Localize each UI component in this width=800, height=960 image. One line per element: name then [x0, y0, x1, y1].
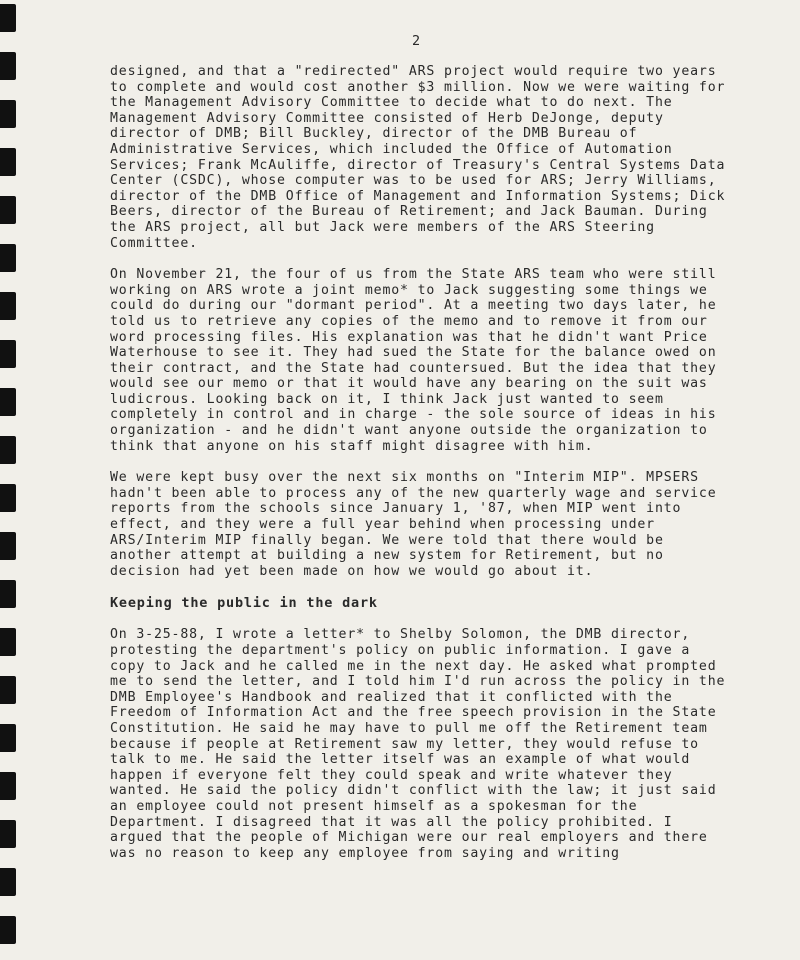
paragraph: designed, and that a "redirected" ARS project would require two years to complete and would cost another $3 million. Now we were waiting for the Management Advisory Committee to decide what to do next. The Management Advisory Committee consisted of Herb DeJonge, deputy director of DMB; Bill Buckley, director of the DMB Bureau of Administrative Services, which included the Office of Automation Services; Frank McAuliffe, director of Treasury's Central Systems Data Center (CSDC), whose computer was to be used for ARS; Jerry Williams, director of the DMB Office of Management and Information Systems; Dick Beers, director of the Bureau of Retirement; and Jack Bauman. During the ARS project, all but Jack were members of the ARS Steering Committee.: [110, 64, 726, 251]
binding-hole: [0, 820, 16, 848]
binding-hole: [0, 196, 16, 224]
binding-hole: [0, 340, 16, 368]
binding-hole: [0, 724, 16, 752]
binding-holes: [0, 0, 22, 960]
binding-hole: [0, 388, 16, 416]
binding-hole: [0, 436, 16, 464]
section-heading: Keeping the public in the dark: [110, 595, 378, 612]
paragraph: On 3-25-88, I wrote a letter* to Shelby Solomon, the DMB director, protesting the department's policy on public information. I gave a copy to Jack and he called me in the next day. He asked what prompted me to send the letter, and I told him I'd run across the policy in the DMB Employee's Handbook and realized that it conflicted with the Freedom of Information Act and the free speech provision in the State Constitution. He said he may have to pull me off the Retirement team because if people at Retirement saw my letter, they would refuse to talk to me. He said the letter itself was an example of what would happen if everyone felt they could speak and write whatever they wanted. He said the policy didn't conflict with the law; it just said an employee could not present himself as a spokesman for the Department. I disagreed that it was all the policy prohibited. I argued that the people of Michigan were our real employers and there was no reason to keep any employee from saying and writing: [110, 627, 726, 861]
document-body: [110, 64, 730, 877]
binding-hole: [0, 916, 16, 944]
binding-hole: [0, 244, 16, 272]
binding-hole: [0, 100, 16, 128]
binding-hole: [0, 676, 16, 704]
binding-hole: [0, 628, 16, 656]
binding-hole: [0, 532, 16, 560]
binding-hole: [0, 148, 16, 176]
binding-hole: [0, 868, 16, 896]
paragraph: We were kept busy over the next six months on "Interim MIP". MPSERS hadn't been able to process any of the new quarterly wage and service reports from the schools since January 1, '87, when MIP went into effect, and they were a full year behind when processing under ARS/Interim MIP finally began. We were told that there would be another attempt at building a new system for Retirement, but no decision had yet been made on how we would go about it.: [110, 470, 717, 579]
binding-hole: [0, 484, 16, 512]
page-number: 2: [412, 33, 421, 49]
binding-hole: [0, 4, 16, 32]
binding-hole: [0, 292, 16, 320]
binding-hole: [0, 52, 16, 80]
binding-hole: [0, 580, 16, 608]
paragraph: On November 21, the four of us from the State ARS team who were still working on ARS wrote a joint memo* to Jack suggesting some things we could do during our "dormant period". At a meeting two days later, he told us to retrieve any copies of the memo and to remove it from our word processing files. His explanation was that he didn't want Price Waterhouse to see it. They had sued the State for the balance owed on their contract, and the State had countersued. But the idea that they would see our memo or that it would have any bearing on the suit was ludicrous. Looking back on it, I think Jack just wanted to seem completely in control and in charge - the sole source of ideas in his organization - and he didn't want anyone outside the organization to think that anyone on his staff might disagree with him.: [110, 267, 717, 454]
binding-hole: [0, 772, 16, 800]
